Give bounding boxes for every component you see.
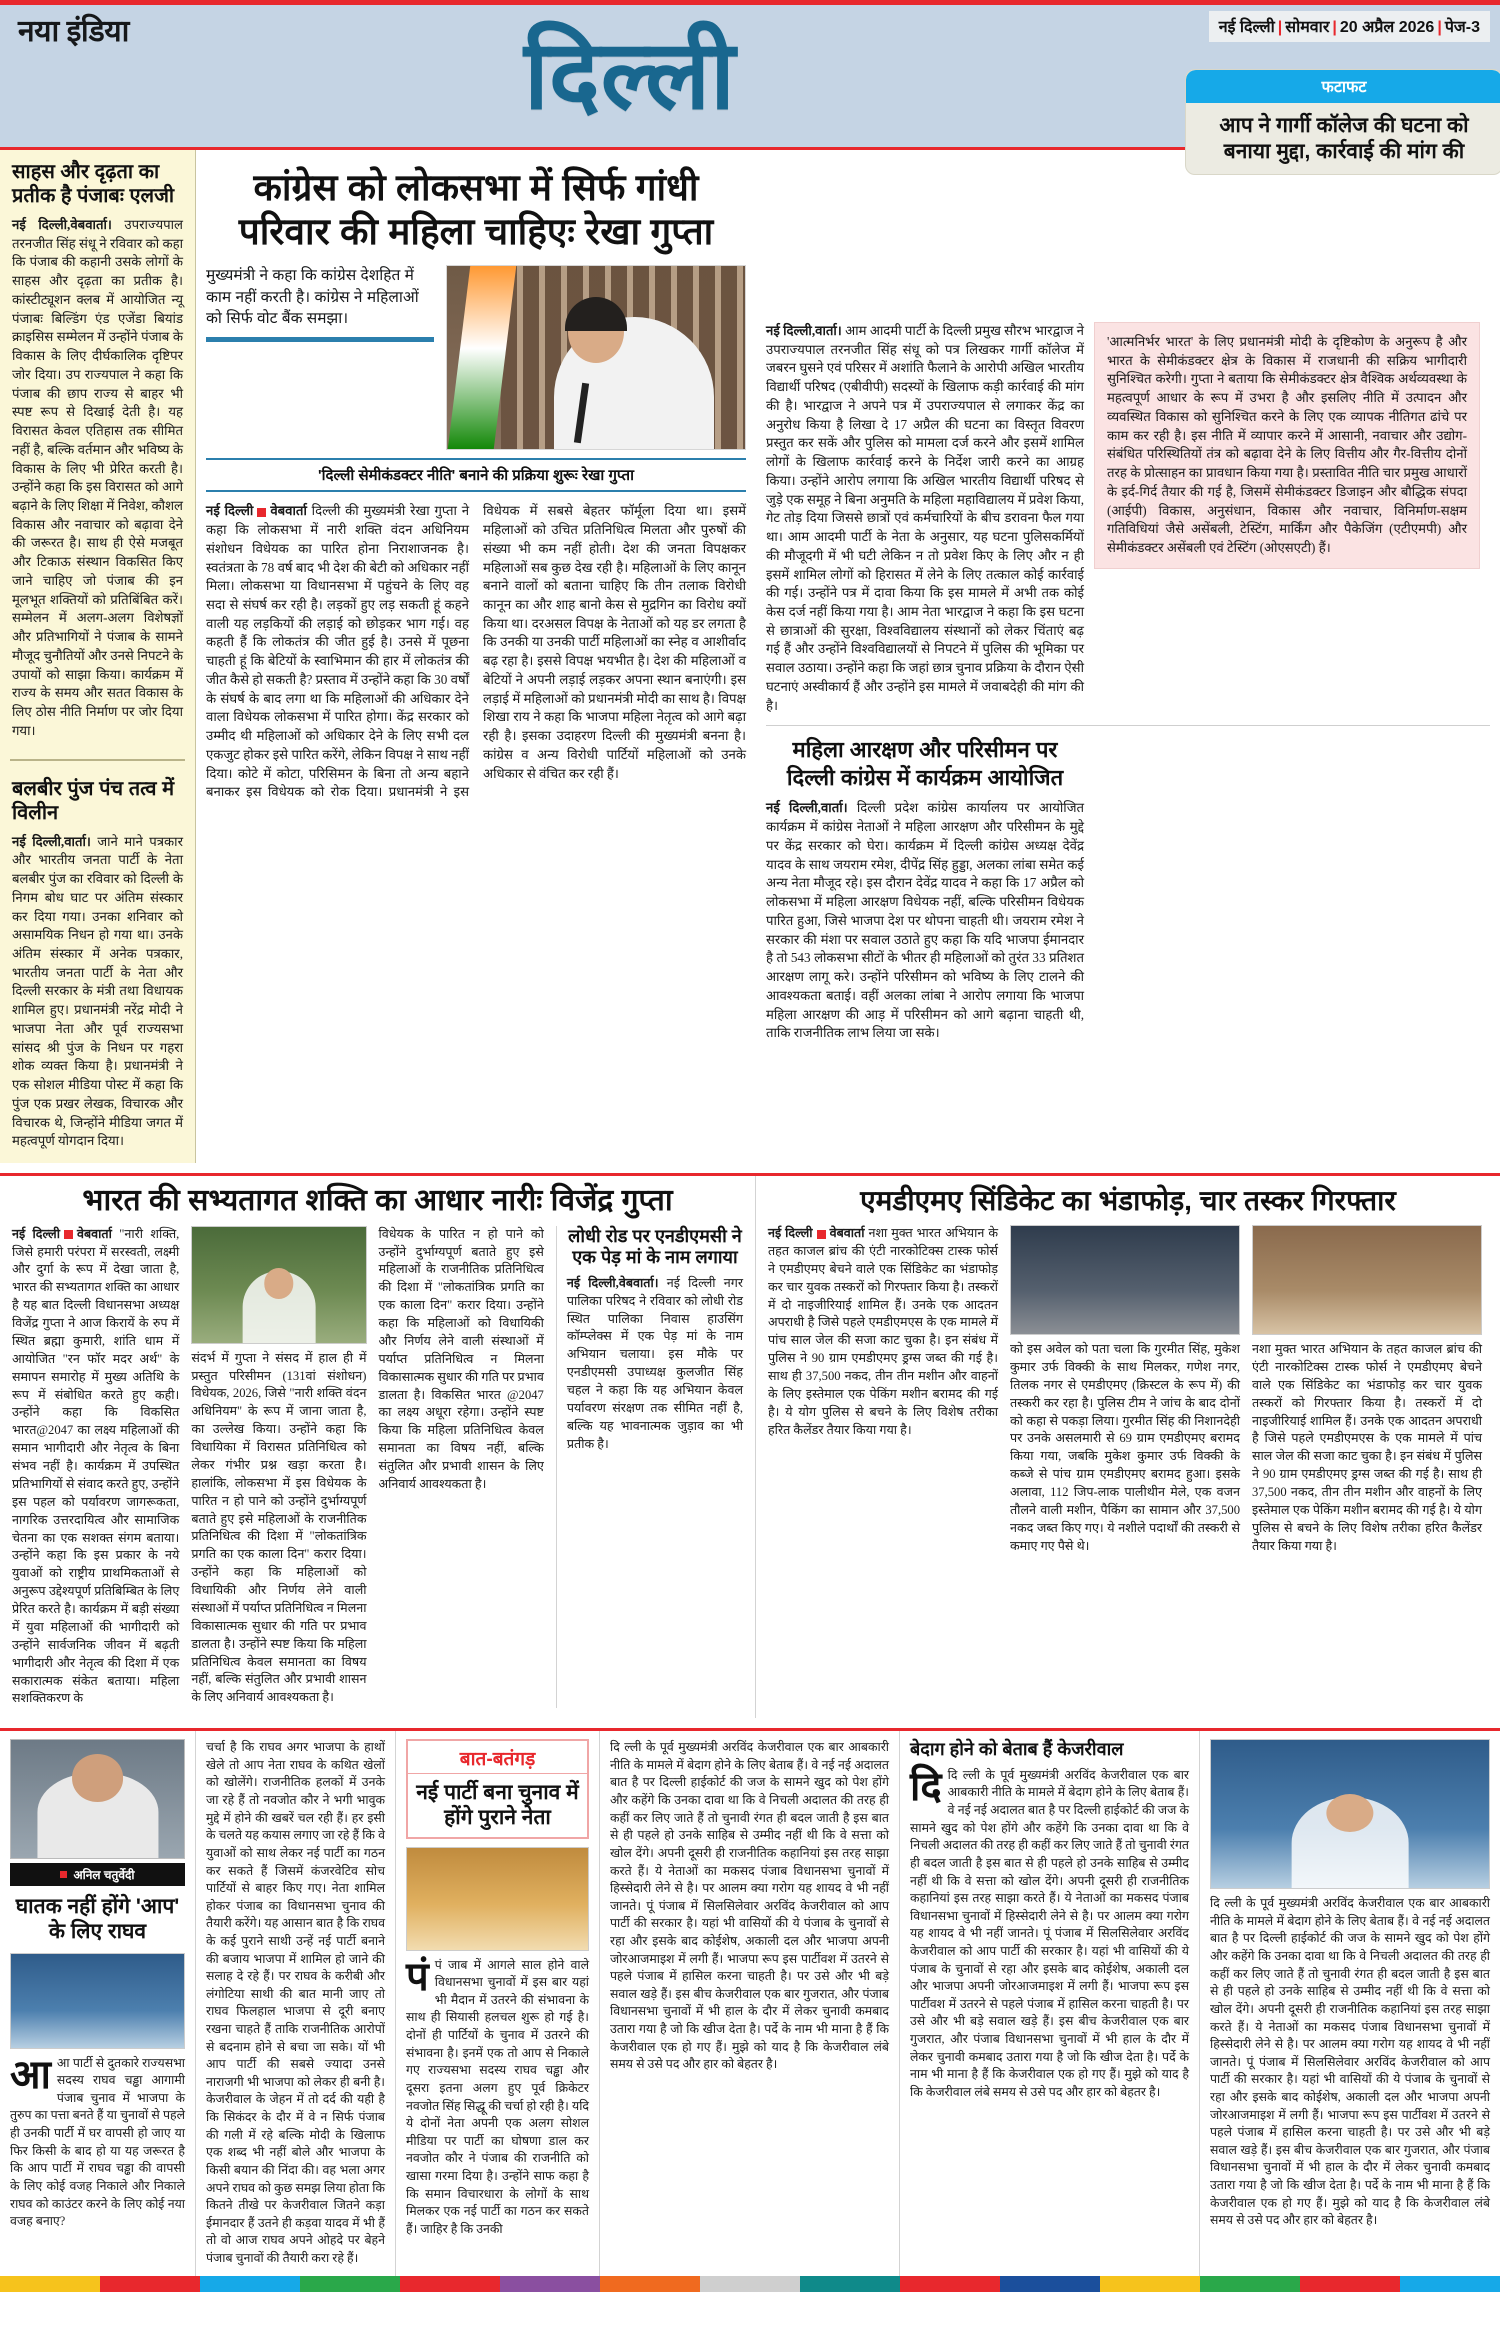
- right-semiconductor-col: [1094, 322, 1480, 715]
- color-swatch-2: [200, 2276, 300, 2292]
- color-swatch-11: [1100, 2276, 1200, 2292]
- feature-right-col-1: [768, 1225, 998, 1556]
- side-story-headline: लोधी रोड पर एनडीएमसी ने एक पेड़ मां के नाम लगाया: [568, 1225, 742, 1268]
- kejriwal-col-a: दि ल्ली के पूर्व मुख्यमंत्री अरविंद केजरीवाल एक बार आबकारी नीति के मामले में बेदाग होने के लिए बेताब हैं। वे नई नई अदालत बात है पर दिल्ली हाईकोर्ट की जज के सामने खुद को पेश होंगे और कहेंगे कि उनका दावा था कि वे निचली अदालत की तरह ही कहीं कर लिए जाते हैं तो चुनावी रंगत ही बदल जाती है इस बात से ही पहले हो उनके साहिब से उम्मीद नहीं थी कि वे सत्ता को खोल देंगे। अपनी दूसरी ही राजनीतिक कहानियां इस तरह साझा करते हैं। ये नेताओं का मकसद पंजाब विधानसभा चुनावों में हिस्सेदारी लेने से है। पर आलम क्या गरोग यह शायद वे भी नहीं जानते। पूं पंजाब में सिलसिलेवार अरविंद केजरीवाल को आप पार्टी की सरकार है। यहां भी वासियों की ये पंजाब के चुनावों से रहा और इसके बाद कोईशेष, अकाली दल और भाजपा अपनी जोरआजमाइश में लगी हैं। भाजपा रूप इस पार्टीवश में उतरने से पहले पंजाब में हासिल करना चाहती है। पर उसे और भी बड़े सवाल खड़े हैं। इस बीच केजरीवाल एक बार गुजरात, और पंजाब विधानसभा चुनावों में भी हाल के दौर में लेकर चुनावी कमबाद उतारा गया है जो कि खीज देता है। पर्दे के नाम भी माना है हैं कि केजरीवाल एक हो गए हैं। मुझे को याद है कि केजरीवाल लंबे समय से उसे पद और हार को बेहतर है।: [610, 1740, 889, 2072]
- side-story-body: [567, 1275, 743, 1454]
- batbatangar-headline: नई पार्टी बना चुनाव में होंगे पुराने नेता: [416, 1781, 579, 1830]
- batbatangar-photo: [406, 1847, 589, 1951]
- left-story1-headline: साहस और दृढ़ता का प्रतीक है पंजाबः एलजी: [12, 161, 175, 207]
- bottom-col-kejriwal-1: [600, 1731, 900, 2275]
- bottom-col-anil-2: [196, 1731, 396, 2275]
- fatafat-dateline: नई दिल्ली,वार्ता।: [766, 323, 842, 338]
- semiconductor-card: [1094, 322, 1480, 569]
- feature-row: [0, 1173, 1500, 1718]
- left-rail-story-2: [0, 767, 195, 1163]
- fatafat-story-body: [766, 322, 1084, 715]
- batbatangar-dropcap: पं: [406, 1954, 429, 1999]
- left-story2-headline: बलबीर पुंज पंच तत्व में विलीन: [12, 777, 175, 824]
- feature-left-marker: [64, 1230, 73, 1239]
- left-story2-dateline: नई दिल्ली,वार्ता।: [12, 833, 91, 849]
- dateline-square-marker: [257, 508, 266, 517]
- mahila-aarakshan-col: [766, 736, 1084, 1043]
- feature-left-col2-text: संदर्भ में गुप्ता ने संसद में हाल ही में प्रस्तुत परिसीमन (131वां संशोधन) विधेयक, 2026, जिसे "नारी शक्ति वंदन अधिनियम" के रूप में जाना जाता है, का उल्लेख किया। उन्होंने कहा कि विधायिका में विरासत प्रतिनिधित्व को लेकर गंभीर प्रश्न खड़ा करता है। हालांकि, लोकसभा में इस विधेयक के पारित न हो पाने को उन्होंने दुर्भाग्यपूर्ण बताते हुए इसे महिलाओं के राजनीतिक प्रतिनिधित्व की दिशा में "लोकतांत्रिक प्रगति का एक काला दिन" करार दिया। उन्होंने कहा कि महिलाओं को विधायिकी और निर्णय लेने वाली संस्थाओं में पर्याप्त प्रतिनिधित्व न मिलना विकासात्मक सुधार की गति पर प्रभाव डालता है। उन्होंने स्पष्ट किया कि महिला प्रतिनिधित्व केवल समानता का विषय नहीं, बल्कि संतुलित और प्रभावी शासन के लिए अनिवार्य आवश्यकता है।: [191, 1350, 367, 1705]
- brand-delhi-logo: दिल्ली: [523, 22, 737, 130]
- right-divider-1: [766, 725, 1490, 726]
- left-story2-text: जाने माने पत्रकार और भारतीय जनता पार्टी के नेता बलबीर पुंज का रविवार को दिल्ली के निगम बोध घाट पर अंतिम संस्कार कर दिया गया। उनका शनिवार को असामयिक निधन हो गया था। उनके अंतिम संस्कार में अनेक पत्रकार, भारतीय जनता पार्टी के नेता और दिल्ली सरकार के मंत्री तथा विधायक शामिल हुए। प्रधानमंत्री नरेंद्र मोदी ने भाजपा नेता और पूर्व राज्यसभा सांसद श्री पुंज के निधन पर गहरा शोक व्यक्त किया है। प्रधानमंत्री ने एक सोशल मीडिया पोस्ट में कहा कि पुंज एक प्रखर लेखक, विचारक और विचारक थे, जिन्होंने मीडिया जगत में महत्वपूर्ण योगदान दिया।: [12, 833, 183, 1149]
- kejriwal-headline: बेदाग होने को बेताब हैं केजरीवाल: [910, 1739, 1124, 1760]
- feature-right-source: वेबवार्ता: [829, 1226, 865, 1241]
- fatafat-card: [1185, 69, 1500, 175]
- main-columns: [0, 150, 1500, 1163]
- feature-left-col-3: [379, 1226, 544, 1709]
- dateline-page: पेज-3: [1444, 19, 1480, 36]
- dateline: [1209, 11, 1490, 42]
- lead-body: [206, 502, 746, 802]
- kejriwal-photo-col: दि ल्ली के पूर्व मुख्यमंत्री अरविंद केजरीवाल एक बार आबकारी नीति के मामले में बेदाग होने के लिए बेताब हैं। वे नई नई अदालत बात है पर दिल्ली हाईकोर्ट की जज के सामने खुद को पेश होंगे और कहेंगे कि उनका दावा था कि वे निचली अदालत की तरह ही कहीं कर लिए जाते हैं तो चुनावी रंगत ही बदल जाती है इस बात से ही पहले हो उनके साहिब से उम्मीद नहीं थी कि वे सत्ता को खोल देंगे। अपनी दूसरी ही राजनीतिक कहानियां इस तरह साझा करते हैं। ये नेताओं का मकसद पंजाब विधानसभा चुनावों में हिस्सेदारी लेने से है। पर आलम क्या गरोग यह शायद वे भी नहीं जानते। पूं पंजाब में सिलसिलेवार अरविंद केजरीवाल को आप पार्टी की सरकार है। यहां भी वासियों की ये पंजाब के चुनावों से रहा और इसके बाद कोईशेष, अकाली दल और भाजपा अपनी जोरआजमाइश में लगी हैं। भाजपा रूप इस पार्टीवश में उतरने से पहले पंजाब में हासिल करना चाहती है। पर उसे और भी बड़े सवाल खड़े हैं। इस बीच केजरीवाल एक बार गुजरात, और पंजाब विधानसभा चुनावों में भी हाल के दौर में लेकर चुनावी कमबाद उतारा गया है जो कि खीज देता है। पर्दे के नाम भी माना है हैं कि केजरीवाल एक हो गए हैं। मुझे को याद है कि केजरीवाल लंबे समय से उसे पद और हार को बेहतर है।: [1210, 1896, 1490, 2228]
- anil-col-a-text: आ पार्टी से दुतकारे राज्यसभा सदस्य राघव चड्ढा आगामी पंजाब चुनाव में भाजपा के तुरुप का पत्ता बनते हैं या चुनावों से पहले ही उनकी पार्टी में घर वापसी हो जाए या फिर किसी के बाद हो या यह जरूरत है कि आप पार्टी में राघव चड्ढा की वापसी के लिए कोई वजह निकाले और निकाले राघव को काउंटर करने के लिए कोई नया वजह बनाए?: [10, 2055, 185, 2229]
- anil-portrait-photo: [10, 1739, 185, 1859]
- color-swatch-12: [1200, 2276, 1300, 2292]
- feature-right-col-2: [1010, 1225, 1240, 1556]
- feature-right-marker: [817, 1230, 826, 1239]
- anil-author-name: अनिल चतुर्वेदी: [73, 1868, 135, 1883]
- left-rail-divider: [10, 759, 185, 761]
- dateline-sep-2: |: [1332, 19, 1337, 36]
- feature-left-headline: भारत की सभ्यतागत शक्ति का आधार नारीः विजेंद्र गुप्ता: [82, 1184, 673, 1218]
- lead-subhead: मुख्यमंत्री ने कहा कि कांग्रेस देशहित में काम नहीं करती है। कांग्रेस ने महिलाओं को सिर्फ वोट बैंक समझा।: [206, 267, 419, 328]
- fatafat-body-col: [766, 322, 1084, 715]
- lead-subhead-block: [206, 265, 434, 450]
- color-swatch-1: [100, 2276, 200, 2292]
- lead-headline: कांग्रेस को लोकसभा में सिर्फ गांधी परिवार की महिला चाहिएः रेखा गुप्ता: [238, 167, 714, 252]
- masthead: [0, 5, 1500, 164]
- feature-left-dateline: नई दिल्ली: [12, 1226, 60, 1241]
- feature-right-col2-text: को इस अवेल को पता चला कि गुरमीत सिंह, मुकेश कुमार उर्फ विक्की के साथ मिलकर, गणेश नगर, तिलक नगर से एमडीएमए (क्रिस्टल के रूप में) की तस्करी कर रहा है। पुलिस टीम ने जांच के बाद दोनों को कहा से पकड़ा लिया। गुरमीत सिंह की निशानदेही पर उनके असलमारी से 69 ग्राम एमडीएमए बरामद किया गया, जबकि मुकेश कुमार उर्फ विक्की के कब्जे से पांच ग्राम एमडीएमए बरामद हुआ। इसके अलावा, 112 जिप-लाक पालीथीन मेले, एक वजन तौलने वाली मशीन, पैकिंग का सामान और 37,500 नकद जब्त किए गए। ये नशीले पदार्थों की तस्करी से कमाए गए पैसे थे।: [1010, 1342, 1240, 1553]
- color-swatch-4: [400, 2276, 500, 2292]
- left-story2-body: [12, 833, 183, 1151]
- lead-subhead-row: [206, 265, 746, 450]
- batbatangar-box: [406, 1739, 589, 1838]
- masthead-center: [190, 5, 1070, 147]
- lead-body-text: दिल्ली की मुख्यमंत्री रेखा गुप्ता ने कहा कि लोकसभा में नारी शक्ति वंदन अधिनियम संशोधन विधेयक का पारित होना निराशाजनक है। स्वतंत्रता के 78 वर्ष बाद भी देश की बेटी को अधिकार नहीं मिला। लोकसभा या विधानसभा में पहुंचने के लिए वह सदा से संघर्ष कर रही है। लड़कों हुए लड़ सकती हूं कहने वाली यह लड़कियों की लड़ाई को छोड़कर भाग गई। वह कहती हैं कि लोकतंत्र की जीत हुई है। उनसे में पूछना चाहती हूं कि बेटियों के स्वाभिमान की हार में लोकतंत्र की जीत कैसे हो सकती है? प्रस्ताव में उन्होंने कहा कि 30 वर्षों के संघर्ष के बाद लगा था कि महिलाओं की अधिकार देने वाला विधेयक लोकसभा में पारित होगा। केंद्र सरकार को उम्मीद थी महिलाओं को अधिकार देने के लिए सभी दल एकजुट होकर इसे पारित करेंगे, लेकिन विपक्ष ने साथ नहीं दिया। कोटे में कोटा, परिसिमन के बिना तो अन्य बहाने बनाकर इस विधेयक को रोक दिया। प्रधानमंत्री ने इस विधेयक में सबसे बेहतर फॉर्मूला दिया था। इसमें महिलाओं को उचित प्रतिनिधित्व मिलता और पुरुषों की संख्या भी कम नहीं होती। देश की जनता विपक्षकर महिलाओं सब कुछ देख रही है। महिलाओं के लिए कानून बनाने वालों को बताना चाहिए कि तीन तलाक विरोधी कानून का और शाह बानो केस से मुद्रगिन का विरोध क्यों किया था। दरअसल विपक्ष के नेताओं को यह डर लगता है कि उनकी या उनकी पार्टी महिलाओं का स्नेह व आशीर्वाद बढ़ रहा है। इससे विपक्ष भयभीत है। देश की महिलाओं व बेटियों ने अपनी लड़ाई लड़कर अपना स्थान बनाएंगी। इस लड़ाई में महिलाओं को प्रधानमंत्री मोदी का साथ है। विपक्ष शिखा राय ने कहा कि भाजपा महिला नेतृत्व को आगे बढ़ा रही है। इसका उदाहरण दिल्ली की मुख्यमंत्री बनना है। कांग्रेस व अन्य विरोधी पार्टियों महिलाओं को उनके अधिकार से वंचित कर रही हैं।: [206, 503, 746, 800]
- lead-photo-caption: 'दिल्ली सेमीकंडक्टर नीति' बनाने की प्रक्रिया शुरूः रेखा गुप्ता: [318, 467, 634, 485]
- color-swatch-5: [500, 2276, 600, 2292]
- right-column: [756, 150, 1500, 1163]
- fatafat-headline: आप ने गार्गी कॉलेज की घटना को बनाया मुद्दा, कार्रवाई की मांग की: [1219, 114, 1469, 164]
- feature-right-photo-2: [1252, 1225, 1482, 1335]
- anil-headline: घातक नहीं होंगे 'आप' के लिए राघव: [15, 1895, 180, 1944]
- lead-subhead-rule: [206, 337, 434, 342]
- brand-naya-india: नया इंडिया: [18, 15, 129, 48]
- raghav-photo: [10, 1953, 185, 2049]
- color-swatch-3: [300, 2276, 400, 2292]
- bottom-col-batbatangar: [396, 1731, 600, 2275]
- feature-left-col1-text: [12, 1226, 179, 1709]
- color-swatch-7: [700, 2276, 800, 2292]
- feature-right-headline: एमडीएमए सिंडिकेट का भंडाफोड़, चार तस्कर गिरफ्तार: [860, 1185, 1396, 1217]
- right-upper-row: [756, 322, 1500, 715]
- lead-body-columns: [206, 502, 746, 802]
- mahila-text: दिल्ली प्रदेश कांग्रेस कार्यालय पर आयोजित कार्यक्रम में कांग्रेस नेताओं ने महिला आरक्षण और परिसीमन के मुद्दे पर केंद्र सरकार को घेरा। कार्यक्रम में दिल्ली कांग्रेस अध्यक्ष देवेंद्र यादव के साथ जयराम रमेश, दीपेंद्र सिंह हुड्डा, अलका लांबा समेत कई अन्य नेता मौजूद रहे। इस दौरान देवेंद्र यादव ने कहा कि 17 अप्रैल को लोकसभा में महिला आरक्षण विधेयक नहीं, बल्कि परिसीमन विधेयक पारित हुआ, जिसे भाजपा देश पर थोपना चाहती थी। जयराम रमेश ने सरकार की मंशा पर सवाल उठाते हुए कहा कि यदि भाजपा ईमानदार है तो 543 लोकसभा सीटों के भीतर ही महिलाओं को तुरंत 33 प्रतिशत आरक्षण लागू करे। उन्होंने परिसीमन को भविष्य के लिए टालने की आवश्यकता बताई। वहीं अलका लांबा ने आरोप लगाया कि भाजपा महिला आरक्षण की आड़ में परिसीमन को आगे बढ़ाना चाहती थी, ताकि राजनीतिक लाभ लिया जा सके।: [766, 800, 1085, 1041]
- dateline-sep-1: |: [1277, 19, 1283, 36]
- feature-right-photo: [1010, 1225, 1240, 1335]
- dateline-day: सोमवार: [1285, 19, 1330, 36]
- left-story1-dateline: नई दिल्ली,वेबवार्ता।: [12, 217, 112, 232]
- mahila-headline: महिला आरक्षण और परिसीमन पर दिल्ली कांग्रेस में कार्यक्रम आयोजित: [786, 737, 1064, 790]
- side-story-text: नई दिल्ली नगर पालिका परिषद ने रविवार को लोधी रोड स्थित पालिका निवास हाउसिंग कॉम्प्लेक्स में एक पेड़ मां के नाम अभियान चलाया। इस मौके पर एनडीएमसी उपाध्यक्ष कुलजीत सिंह चहल ने कहा कि यह अभियान केवल पर्यावरण संरक्षण तक सीमित नहीं है, बल्कि यह भावनात्मक जुड़ाव का भी प्रतीक है।: [566, 1275, 744, 1451]
- feature-left-col-2: [191, 1226, 366, 1709]
- anil-portrait-face: [72, 1754, 124, 1801]
- kejriwal-col-b-text: दि ल्ली के पूर्व मुख्यमंत्री अरविंद केजरीवाल एक बार आबकारी नीति के मामले में बेदाग होने के लिए बेताब हैं। वे नई नई अदालत बात है पर दिल्ली हाईकोर्ट की जज के सामने खुद को पेश होंगे और कहेंगे कि उनका दावा था कि वे निचली अदालत की तरह ही कहीं कर लिए जाते हैं तो चुनावी रंगत ही बदल जाती है इस बात से ही पहले हो उनके साहिब से उम्मीद नहीं थी कि वे सत्ता को खोल देंगे। अपनी दूसरी ही राजनीतिक कहानियां इस तरह साझा करते हैं। ये नेताओं का मकसद पंजाब विधानसभा चुनावों में हिस्सेदारी लेने से है। पर आलम क्या गरोग यह शायद वे भी नहीं जानते। पूं पंजाब में सिलसिलेवार अरविंद केजरीवाल को आप पार्टी की सरकार है। यहां भी वासियों की ये पंजाब के चुनावों से रहा और इसके बाद कोईशेष, अकाली दल और भाजपा अपनी जोरआजमाइश में लगी हैं। भाजपा रूप इस पार्टीवश में उतरने से पहले पंजाब में हासिल करना चाहती है। पर उसे और भी बड़े सवाल खड़े हैं। इस बीच केजरीवाल एक बार गुजरात, और पंजाब विधानसभा चुनावों में भी हाल के दौर में लेकर चुनावी कमबाद उतारा गया है जो कि खीज देता है। पर्दे के नाम भी माना है हैं कि केजरीवाल एक हो गए हैं। मुझे को याद है कि केजरीवाल लंबे समय से उसे पद और हार को बेहतर है।: [910, 1767, 1189, 2099]
- fatafat-label: फटाफट: [1186, 70, 1500, 103]
- color-swatch-0: [0, 2276, 100, 2292]
- anil-col-a: [10, 2052, 185, 2231]
- feature-left-side-story: [556, 1226, 743, 1709]
- side-story-dateline: नई दिल्ली,वेबवार्ता।: [566, 1275, 659, 1290]
- kejriwal-col-b: [910, 1764, 1189, 2102]
- color-swatch-6: [600, 2276, 700, 2292]
- feature-right: [756, 1176, 1500, 1718]
- color-swatch-14: [1400, 2276, 1500, 2292]
- anil-author-chip: [10, 1863, 185, 1886]
- bottom-row: [0, 1728, 1500, 2275]
- feature-left-col-1: [12, 1226, 179, 1709]
- dateline-city: नई दिल्ली: [1218, 19, 1275, 36]
- feature-right-col1-text: [768, 1225, 998, 1440]
- fatafat-spacer: [756, 150, 1500, 322]
- left-story1-text: उपराज्यपाल तरनजीत सिंह संधू ने रविवार को कहा कि पंजाब की कहानी उसके लोगों के साहस और दृढ़ता का प्रतीक है। कांस्टीट्यूशन क्लब में आयोजित न्यू पंजाबः बिल्डिंग एंड एजेंडा बियांड क्राइसिस सम्मेलन में उन्होंने पंजाब के विकास के लिए दीर्घकालिक दृष्टिपर जोर दिया। उप राज्यपाल ने कहा कि पंजाब की छाप राज्य से बाहर भी स्पष्ट रूप से दिखाई देती है। यह विरासत केवल एतिहास तक सीमित नहीं है, बल्कि वर्तमान और भविष्य के विकास के लिए भी प्रेरित करती है। उन्होंने कहा कि इस विरासत को आगे बढ़ाने के लिए शिक्षा में निवेश, कौशल विकास और नवाचार को बढ़ावा देने की जरूरत है। साथ ही ऐसे मजबूत और टिकाऊ संस्थान विकसित किए जाने चाहिए जो पंजाब की इन मूलभूत शक्तियों को प्रतिबिंबित करें। सम्मेलन में अलग-अलग विशेषज्ञों और प्रतिभागियों ने पंजाब के सामने मौजूद चुनौतियों और उनसे निपटने के उपायों को साझा किया। कार्यक्रम में राज्य के समय और सतत विकास के लिए ठोस नीति निर्माण पर जोर दिया गया।: [12, 217, 183, 738]
- feature-right-dateline: नई दिल्ली: [768, 1226, 813, 1241]
- right-lower-spacer: [1094, 736, 1480, 1043]
- color-swatch-13: [1300, 2276, 1400, 2292]
- anil-col-b-text: चर्चा है कि राघव अगर भाजपा के हाथों खेले तो आप नेता राघव के कथित खेलों को खोलेंगे। राजनीतिक हलकों में उनके जा रहे हैं तो नवजोत कौर ने भगी भावुक मुद्दे में होने की खबरें चल रही हैं। हर इसी के चलते यह कयास लगाए जा रहे हैं कि वे युवाओं को साथ लेकर नई पार्टी का गठन कर सकते हैं जिसमें कंजरवेटिव सोच पार्टियों से बाहर किए गए। नेता शामिल होकर पंजाब का विधानसभा चुनाव की तैयारी करेंगे। यह आसान बात है कि राघव के कई पुराने साथी उन्हें नई पार्टी बनाने की बजाय भाजपा में शामिल हो जाने की सलाह दे रहे हैं। पर राघव के करीबी और लंगोटिया साथी की बात मानी जाए तो राघव फिलहाल भाजपा से दूरी बनाए रखना चाहते हैं ताकि राजनीतिक आरोपों से बदनाम होने से बचा जा सके। यों भी आप पार्टी की सबसे ज्यादा उनसे नाराजगी भी भाजपा को लेकर ही बनी है। केजरीवाल के जेहन में तो दर्द की यही है कि सिकंदर के दौर में वे न सिर्फ पंजाब की गली में रहे बल्कि मोदी के खिलाफ एक शब्द भी नहीं बोले और भाजपा के किसी बयान की निंदा की। वह भला अगर अपने राघव को कुछ समझ लिया होता कि कितने तीखे पर केजरीवाल जितने कड़ा ईमानदार हैं उतने ही कड़वा यादव में भी हैं तो वो आज राघव अपने ओहदे पर बेहने पंजाब चुनावों की तैयारी करा रहे हैं।: [206, 1740, 385, 2265]
- left-story1-body: [12, 216, 183, 741]
- author-marker-icon: [60, 1871, 67, 1878]
- bottom-col-kejriwal-2: [900, 1731, 1200, 2275]
- batbatangar-label: बात-बतंगड़: [408, 1741, 587, 1774]
- feature-left-source: वेबवार्ता: [76, 1226, 112, 1241]
- batbatangar-col: [406, 1954, 589, 2239]
- feature-left-col3-text: विधेयक के पारित न हो पाने को उन्होंने दुर्भाग्यपूर्ण बताते हुए इसे महिलाओं के राजनीतिक प्रतिनिधित्व की दिशा में "लोकतांत्रिक प्रगति का एक काला दिन" करार दिया। उन्होंने कहा कि महिलाओं को विधायिकी और निर्णय लेने वाली संस्थाओं में पर्याप्त प्रतिनिधित्व न मिलना विकासात्मक सुधार की गति पर प्रभाव डालता है। विकसित भारत @2047 का लक्ष्य अधूरा रहेगा। उन्होंने स्पष्ट किया कि महिला प्रतिनिधित्व केवल समानता का विषय नहीं, बल्कि संतुलित और प्रभावी शासन के लिए अनिवार्य आवश्यकता है।: [378, 1226, 544, 1491]
- feature-right-col3-text: नशा मुक्त भारत अभियान के तहत काजल ब्रांच की एंटी नारकोटिक्स टास्क फोर्स ने एमडीएमए बेचने वाले एक सिंडिकेट का भंडाफोड़ कर चार युवक तस्करों को गिरफ्तार किया है। तस्करों में दो नाइजीरियाई शामिल हैं। उनके एक आदतन अपराधी है जिसे पहले एमडीएमएस के एक मामले में पांच साल जेल की सजा काट चुका है। इन संबंध में पुलिस ने 90 ग्राम एमडीएमए ड्रग्स जब्त की गई है। साथ ही 37,500 नकद, तीन तीन मशीन और वाहनों के लिए इस्तेमाल एक पेकिंग मशीन बरामद की गई है। ये योग पुलिस से बचने के लिए विशेष तरीका हरित कैलेंडर तैयार किया गया है।: [1252, 1342, 1482, 1553]
- kejriwal-photo: [1210, 1739, 1490, 1889]
- feature-left-photo: [191, 1226, 366, 1344]
- bottom-col-anil: [0, 1731, 196, 2275]
- left-rail: [0, 150, 196, 1163]
- dateline-date: 20 अप्रैल 2026: [1339, 19, 1435, 36]
- mahila-dateline: नई दिल्ली,वार्ता।: [766, 800, 848, 816]
- lead-source: वेबवार्ता: [270, 503, 307, 519]
- lead-photo: [446, 265, 746, 450]
- lead-story-column: [196, 150, 756, 1163]
- feature-left-col1-body: "नारी शक्ति, जिसे हमारी परंपरा में सरस्वती, लक्ष्मी और दुर्गा के रूप में देखा जाता है, भारत की सभ्यतागत शक्ति का आधार है यह बात दिल्ली विधानसभा अध्यक्ष विजेंद्र गुप्ता ने आज किरायें के रुप में स्थित ब्रह्मा कुमारी, शांति धाम में आयोजित "रन फॉर मदर अर्थ" के समापन समारोह में मुख्य अतिथि के रूप में संबोधित करते हुए कही। उन्होंने कहा कि विकसित भारत@2047 का लक्ष्य महिलाओं की समान भागीदारी और नेतृत्व के बिना संभव नहीं है। कार्यक्रम में उपस्थित प्रतिभागियों से संवाद करते हुए, उन्होंने इस पहल को पर्यावरण जागरूकता, नागरिक उत्तरदायित्व और सामाजिक चेतना का एक सशक्त संगम बताया। उन्होंने कहा कि इस प्रकार के नये युवाओं को राष्ट्रीय प्राथमिकताओं से अनुरूप उद्देश्यपूर्ण प्रतिबिम्बित के लिए प्रेरित करते है। कार्यक्रम में बड़ी संख्या में युवा महिलाओं की भागीदारी को उन्होंने सार्वजनिक जीवन में बढ़ती भागीदारी और नेतृत्व की दिशा में एक सकारात्मक संकेत बताया। महिला सशक्तिकरण के: [12, 1226, 180, 1706]
- color-swatch-8: [800, 2276, 900, 2292]
- masthead-right: [1070, 5, 1500, 164]
- color-swatch-10: [1000, 2276, 1100, 2292]
- lead-dateline: नई दिल्ली: [206, 503, 254, 519]
- feature-left-grid: [12, 1226, 743, 1709]
- bottom-col-kejriwal-photo: [1200, 1731, 1500, 2275]
- left-rail-story-1: [0, 150, 195, 753]
- right-lower-row: [756, 736, 1500, 1043]
- feature-right-grid: [768, 1225, 1488, 1556]
- anil-dropcap: आ: [10, 2052, 51, 2097]
- mahila-body: [766, 799, 1084, 1043]
- batbatangar-col-text: पं जाब में आगले साल होने वाले विधानसभा चुनावों में इस बार यहां भी मैदान में उतरने की संभावना के साथ ही सियासी हलचल शुरू हो गई है। दोनों ही पार्टियों के चुनाव में उतरने की संभावना है। इनमें एक तो आप से निकाले गए राज्यसभा सदस्य राघव चड्ढा और दूसरा इतना अलग हुए पूर्व क्रिकेटर नवजोत सिंह सिद्धू की चर्चा हो रही है। यदि ये दोनों नेता अपनी एक अलग सोशल मीडिया पर पार्टी का घोषणा डाल कर नवजोत कौर ने पंजाब की राजनीति को खासा गरमा दिया है। उन्होंने साफ कहा है कि समान विचारधारा के लोगों के साथ मिलकर एक नई पार्टी का गठन कर सकते हैं। जाहिर है कि उनकी: [406, 1957, 589, 2236]
- masthead-left: [0, 5, 190, 47]
- bottom-color-strip: [0, 2276, 1500, 2292]
- feature-right-col1-body: नशा मुक्त भारत अभियान के तहत काजल ब्रांच की एंटी नारकोटिक्स टास्क फोर्स ने एमडीएमए बेचने वाले एक सिंडिकेट का भंडाफोड़ कर चार युवक तस्करों को गिरफ्तार किया है। तस्करों में दो नाइजीरियाई शामिल हैं। उनके एक आदतन अपराधी है जिसे पहले एमडीएमएस के एक मामले में पांच साल जेल की सजा काट चुका है। इन संबंध में पुलिस ने 90 ग्राम एमडीएमए ड्रग्स जब्त की गई है। साथ ही 37,500 नकद, तीन तीन मशीन और वाहनों के लिए इस्तेमाल एक पेकिंग मशीन बरामद की गई है। ये योग पुलिस से बचने के लिए विशेष तरीका हरित कैलेंडर तैयार किया गया है।: [768, 1226, 998, 1437]
- color-swatch-9: [900, 2276, 1000, 2292]
- lead-photo-caption-band: [206, 458, 746, 492]
- fatafat-text: आम आदमी पार्टी के दिल्ली प्रमुख सौरभ भारद्वाज ने उपराज्यपाल तरनजीत सिंह संधू को पत्र लिखकर गार्गी कॉलेज में जबरन घुसने एवं परिसर में अशांति फैलाने के आरोपी अखिल भारतीय विद्यार्थी परिषद (एबीवीपी) सदस्यों के खिलाफ कड़ी कार्रवाई की मांग की है। भारद्वाज ने अपने पत्र में उपराज्यपाल से लगाकर केंद्र का अनुरोध किया है लिखा दे 17 अप्रैल की घटना का विस्तृत विवरण प्रस्तुत कर सकें और पुलिस को मामला दर्ज करने और इसमें शामिल लोगों के खिलाफ कार्रवाई करने के निर्देश जारी करने का आग्रह किया। उन्होंने आरोप लगाया कि अखिल भारतीय विद्यार्थी परिषद से जुड़े एक समूह ने बिना अनुमति के महिला महाविद्यालय में प्रवेश किया, गेट तोड़ दिया जिससे छात्रों एवं कर्मचारियों के बीच डरावना फैल गया था। आम आदमी पार्टी के नेता के अनुसार, यह घटना पुलिसकर्मियों की मौजूदगी में भी घटी लेकिन न तो प्रवेश किए के लिए और न ही इसमें शामिल लोगों को हिरासत में लेने के लिए तत्काल कोई कार्रवाई की गई। उन्होंने पत्र में दावा किया कि इस मामले में अभी तक कोई केस दर्ज नहीं किया गया है। आम नेता भारद्वाज ने कहा कि इस घटना से छात्राओं की सुरक्षा, विश्वविद्यालय संस्थानों को लेकर चिंताएं बढ़ गई हैं और उन्होंने विश्वविद्यालयों से निपटने में पुलिस की भूमिका पर सवाल उठाया। उन्होंने कहा कि जहां छात्र चुनाव प्रक्रिया के दौरान ऐसी घटनाएं अस्वीकार्य हैं और उन्होंने इस मामले में जवाबदेही की मांग की है।: [766, 323, 1084, 713]
- dateline-sep-3: |: [1437, 19, 1442, 36]
- feature-right-col-3: [1252, 1225, 1482, 1556]
- semiconductor-body: 'आत्मनिर्भर भारत' के लिए प्रधानमंत्री मोदी के दृष्टिकोण के अनुरूप है और भारत के सेमीकंडक्टर क्षेत्र के विकास में राजधानी की सक्रिय भागीदारी सुनिश्चित करेगी। गुप्ता ने बताया कि सेमीकंडक्टर क्षेत्र वैश्विक अर्थव्यवस्था के महत्वपूर्ण आधार के रूप में उभरा है और इसलिए नीति में उत्पादन और व्यवस्थित विकास को सुनिश्चित करने के लिए एक व्यापक नीतिगत ढांचे पर काम कर रही है। इस नीति में व्यापार करने में आसानी, नवाचार और उद्योग-संबंधित परिस्थितियों तंत्र को बढ़ावा देने के लिए वित्तीय और गैर-वित्तीय दोनों तरह के प्रोत्साहन का प्रावधान किया गया है। प्रस्तावित नीति चार प्रमुख आधारों के इर्द-गिर्द तैयार की गई है, जिसमें सेमीकंडक्टर डिजाइन और बौद्धिक संपदा (आईपी) विकास, अनुसंधान, विकास और नवाचार, विनिर्माण-सक्षम गतिविधियां जैसे असेंबली, टेस्टिंग, मार्किंग और पैकेजिंग (एटीएमपी) और सेमीकंडक्टर असेंबली एवं टेस्टिंग (ओएसएटी) हैं।: [1107, 334, 1467, 556]
- kejriwal-dropcap: दि: [910, 1764, 942, 1809]
- feature-left: [0, 1176, 756, 1718]
